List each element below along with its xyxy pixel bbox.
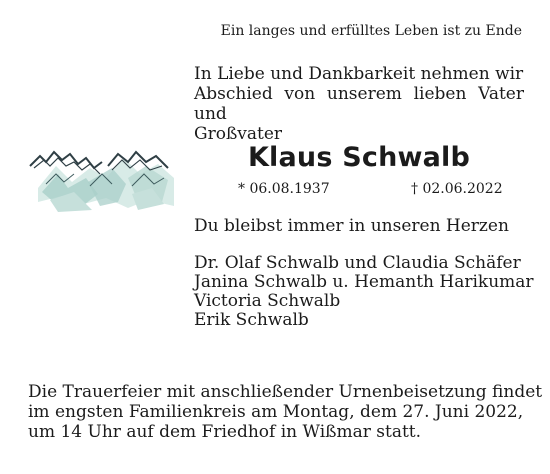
- mountain-landscape-icon: [28, 144, 174, 214]
- intro-line: Großvater: [194, 124, 283, 144]
- memorial-quote: Du bleibst immer in unseren Herzen: [194, 216, 509, 236]
- intro-text: [194, 64, 524, 144]
- mourner-name: Erik Schwalb: [194, 310, 309, 330]
- intro-line: Abschied von unserem lieben Vater und: [194, 84, 524, 124]
- mourners-list: [194, 254, 534, 330]
- intro-line: In Liebe und Dankbarkeit nehmen wir: [194, 64, 524, 84]
- mourner-name: Dr. Olaf Schwalb und Claudia Schäfer: [194, 253, 521, 273]
- death-date: † 02.06.2022: [411, 181, 503, 197]
- birth-date: * 06.08.1937: [238, 181, 330, 197]
- funeral-announcement: [28, 382, 543, 442]
- mourner-name: Victoria Schwalb: [194, 291, 341, 311]
- mourner-name: Janina Schwalb u. Hemanth Harikumar: [194, 272, 534, 292]
- funeral-line: um 14 Uhr auf dem Friedhof in Wißmar statt.: [28, 422, 422, 442]
- motto-line: Ein langes und erfülltes Leben ist zu Ende: [220, 23, 522, 39]
- deceased-name: Klaus Schwalb: [247, 142, 471, 173]
- funeral-line: Die Trauerfeier mit anschließender Urnenbeisetzung findet: [28, 382, 543, 402]
- funeral-line: im engsten Familienkreis am Montag, dem 27. Juni 2022,: [28, 402, 524, 422]
